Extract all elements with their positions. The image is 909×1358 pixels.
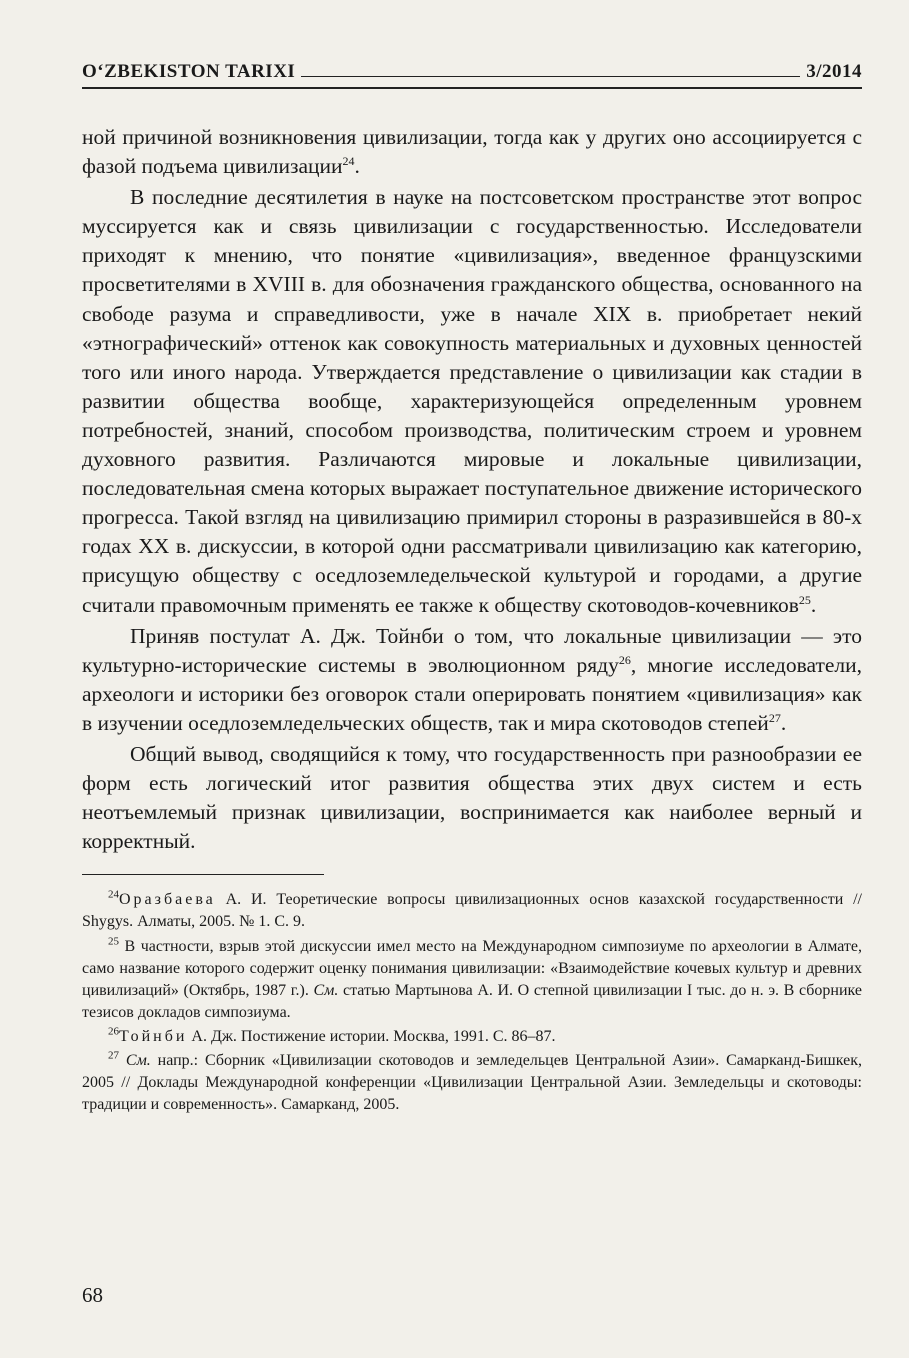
issue-number: 3/2014 <box>806 61 862 82</box>
footnote-ref[interactable]: 26 <box>618 652 631 667</box>
footnote-ref[interactable]: 24 <box>342 153 355 168</box>
page <box>82 55 862 1118</box>
footnotes <box>82 889 862 1116</box>
footnote-separator <box>82 874 324 875</box>
footnote-author: Тойнби <box>119 1027 188 1045</box>
main-text <box>82 123 862 856</box>
footnote: $^{25}$ В частности, взрыв этой дискуссии имел место на Международном симпозиуме по археологии в Алмате, само название которого содержит оценку понимания цивилизации: «Взаимодействие кочевых культур и древних цивилизаций» (Октябрь, 1987 г.). См. статью Мартынова А. И. О степной цивилизации I тыс. до н. э. В сборнике тезисов докладов симпозиума. <box>82 935 862 1021</box>
footnote-ref[interactable]: 25 <box>798 592 811 607</box>
footnote: $^{24}$Оразбаева А. И. Теоретические вопросы цивилизационных основ казахской государственности // Shygys. Алматы, 2005. № 1. С. 9. <box>82 889 862 931</box>
footnote-author: Оразбаева <box>119 891 216 909</box>
journal-title: O‘ZBEKISTON TARIXI <box>82 61 296 82</box>
paragraph: В последние десятилетия в науке на постсоветском пространстве этот вопрос муссируется как и связь цивилизации с государственностью. Исследователи приходят к мнению, что понятие «цивилизация», введенное французскими просветителями в XVIII в. для обозначения гражданского общества, основанного на свободе разума и справедливости, уже в начале XIX в. приобретает некий «этнографический» оттенок как совокупность материальных и духовных ценностей того или иного народа. Утверждается представление о цивилизации как стадии в развитии общества вообще, характеризующейся определенным уровнем потребностей, знаний, способом производства, политическим строем и уровнем духовного развития. Различаются мировые и локальные цивилизации, последовательная смена которых выражает поступательное движение исторического прогресса. Такой взгляд на цивилизацию примирил стороны в разразившейся в 80-х годах XX в. дискуссии, в которой одни рассматривали цивилизацию как категорию, присущую обществу с оседлоземледельческой культурой и городами, а другие считали правомочным применять ее также к обществу скотоводов-кочевников$^{25}$. <box>82 185 862 617</box>
paragraph: ной причиной возникновения цивилизации, тогда как у других оно ассоциируется с фазой подъема цивилизации$^{24}$. <box>82 125 862 179</box>
footnote-ref[interactable]: 27 <box>768 710 781 725</box>
page-number: 68 <box>82 1283 103 1307</box>
footnote: $^{27}$ См. напр.: Сборник «Цивилизации скотоводов и земледельцев Центральной Азии». Самарканд-Бишкек, 2005 // Доклады Международной конференции «Цивилизации Центральной Азии. Земледельцы и скотоводы: традиции и современность». Самарканд, 2005. <box>82 1049 862 1114</box>
paragraph: Приняв постулат А. Дж. Тойнби о том, что локальные цивилизации — это культурно-исторические системы в эволюционном ряду$^{26}$, многие исследователи, археологи и историки без оговорок стали оперировать понятием «цивилизация» как в изучении оседлоземледельческих обществ, так и мира скотоводов степей$^{27}$. <box>82 623 862 735</box>
header-underline <box>82 87 862 89</box>
running-header <box>82 55 862 83</box>
footnote: $^{26}$Тойнби А. Дж. Постижение истории. Москва, 1991. С. 86–87. <box>108 1025 556 1045</box>
paragraph: Общий вывод, сводящийся к тому, что государственность при разнообразии ее форм есть логический итог развития общества этих двух систем и есть неотъемлемый признак цивилизации, воспринимается как наиболее верный и корректный. <box>82 741 862 854</box>
header-rule <box>301 76 800 77</box>
